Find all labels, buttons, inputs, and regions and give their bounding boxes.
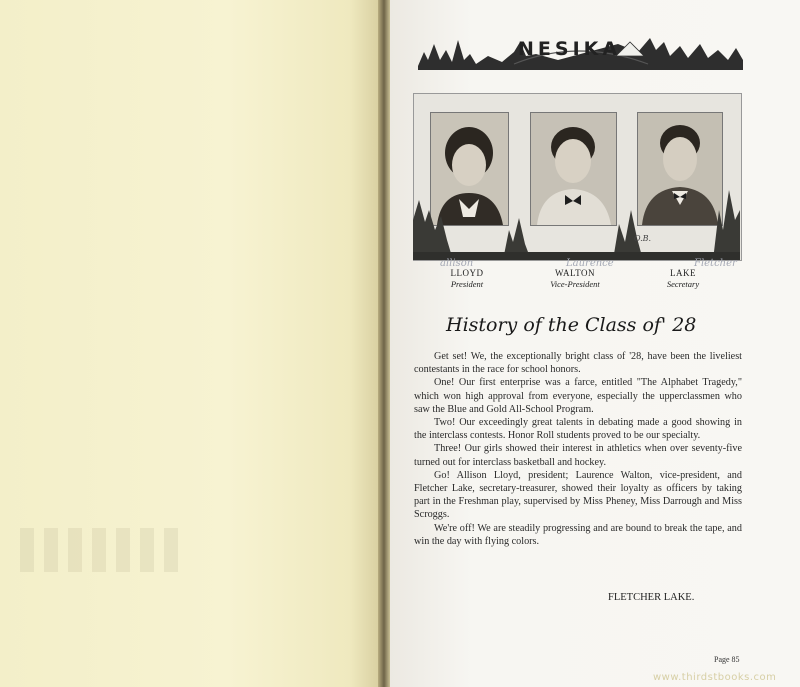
history-title: History of the Class of' 28 (446, 314, 697, 336)
officer-name-walton: WALTON (554, 268, 595, 278)
signature-lake: Fletcher (694, 258, 737, 269)
officer-role-walton: Vice-President (550, 279, 600, 289)
history-paragraph: Two! Our exceedingly great talents in debating made a good showing in the interclass contests. Honor Roll students proved to be our specialty. (414, 417, 742, 442)
banner-title: NESIKA (518, 38, 622, 60)
watermark: www.thirdstbooks.com (653, 672, 777, 683)
author-signature: FLETCHER LAKE. (608, 592, 695, 603)
history-paragraph: We're off! We are steadily progressing and are bound to break the tape, and win the day with flying colors. (414, 522, 742, 547)
officer-name-lloyd: LLOYD (450, 268, 484, 278)
left-page (0, 0, 380, 687)
history-paragraph: Get set! We, the exceptionally bright class of '28, have been the liveliest contestants in the race for school honors. (414, 351, 742, 376)
history-paragraph: Go! Allison Lloyd, president; Laurence Walton, vice-president, and Fletcher Lake, secretary-treasurer, showed their loyalty as officers by taking part in the Freshman play, supervised by Miss Pheney, Miss Darrough and Miss Scroggs. (414, 469, 742, 521)
officer-role-lloyd: President (450, 279, 484, 289)
officer-role-lake: Secretary (666, 279, 700, 289)
signature-walton: Laurence (566, 258, 614, 269)
history-paragraph: One! Our first enterprise was a farce, entitled "The Alphabet Tragedy," which won high approval from everyone, especially the upperclassmen who saw the Blue and Gold All-School Program. (414, 377, 742, 415)
photo-caption: O.B. (634, 234, 652, 243)
pine-tree-border-icon (413, 180, 740, 260)
page-number: Page 85 (714, 655, 740, 664)
history-paragraph: Three! Our girls showed their interest in athletics when over seventy-five turned out for interclass basketball and hockey. (414, 443, 742, 468)
history-body (414, 350, 742, 548)
officer-name-lake: LAKE (670, 268, 696, 278)
show-through-text (18, 520, 188, 580)
signature-lloyd: allison (440, 258, 474, 269)
book-gutter (378, 0, 390, 687)
